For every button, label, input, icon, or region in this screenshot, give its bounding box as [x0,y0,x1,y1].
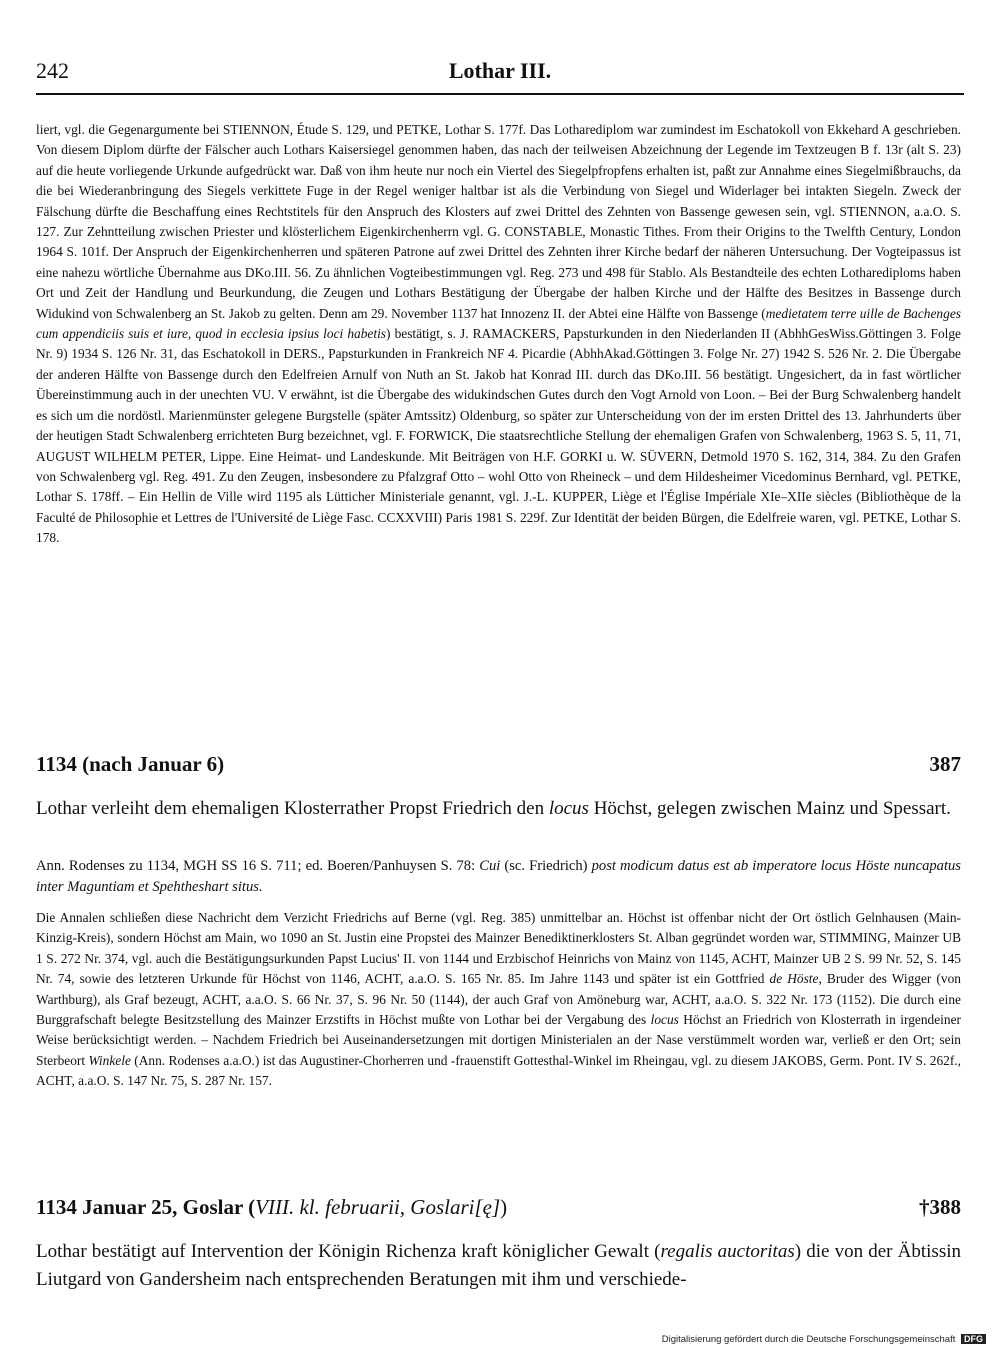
entry-387-sources: Ann. Rodenses zu 1134, MGH SS 16 S. 711; ed. Boeren/Panhuysen S. 78: Cui (sc. Friedrich) post modicum datus est ab imperatore locus Höste nuncapatus inter Maguntiam et Spehtheshart situs. [36,858,961,895]
latin-quote: medietatem terre uille de Bachenges cum appendiciis suis et iure, quod in ecclesia ipsius loci habetis [36,305,961,342]
entry-388-date: 1134 Januar 25, Goslar (VIII. kl. februarii, Goslari[ę]) [36,1195,508,1219]
entry-387-number: 387 [929,752,961,776]
entry-387-commentary: Die Annalen schließen diese Nachricht dem Verzicht Friedrichs auf Berne (vgl. Reg. 385) unmittelbar an. Höchst ist offenbar nicht der Ort östlich Gelnhausen (Main-Kinzig-Kreis), sondern Höchst am Main, wo 1090 an St. Justin eine Propstei des Mainzer Benediktinerklosters St. Alban gegründet worden war, STIMMING, Mainzer UB 1 S. 272 Nr. 374, vgl. auch die Bestätigungsurkunden Papst Lucius' II. von 1144 und Erzbischof Heinrichs von Mainz von 1145, ACHT, Mainzer UB 2 S. 99 Nr. 52, S. 145 Nr. 74, sowie des letzteren Urkunde für Höchst von 1146, ACHT, a.a.O. S. 165 Nr. 85. Im Jahre 1143 und später ist ein Gottfried de Höste, Bruder des Wigger (von Warthburg), als Graf bezeugt, ACHT, a.a.O. S. 66 Nr. 37, S. 96 Nr. 50 (1144), der auch Graf von Amöneburg war, ACHT, a.a.O. S. 322 Nr. 173 (1152). Die durch eine Burggrafschaft belegte Besitzstellung des Mainzer Erzstifts in Höchst mußte von Lothar bei der Vergabung des locus Höchst an Friedrich von Klosterrath in irgendeiner Weise berücksichtigt werden. – Nachdem Friedrich bei Auseinandersetzungen mit dortigen Ministerialen an der Nase verstümmelt worden war, verließ er den Ort; sein Sterbeort Winkele (Ann. Rodenses a.a.O.) ist das Augustiner-Chorherren und -frauenstift Gottesthal-Winkel im Rheingau, vgl. zu diesem JAKOBS, Germ. Pont. IV S. 262f., ACHT, a.a.O. S. 147 Nr. 75, S. 287 Nr. 157. [36,910,962,1089]
header-rule [36,93,964,95]
entry-388-regest: Lothar bestätigt auf Intervention der Königin Richenza kraft königlicher Gewalt (regalis auctoritas) die von der Äbtissin Liutgard von Gandersheim nach entsprechenden Beratungen mit ihm und verschiede- [36,1241,961,1290]
footer-text: Digitalisierung gefördert durch die Deutsche Forschungsgemeinschaft [661,1334,956,1345]
entry-387-date: 1134 (nach Januar 6) [36,752,225,776]
entry-387-regest: Lothar verleiht dem ehemaligen Klosterrather Propst Friedrich den locus Höchst, gelegen zwischen Mainz und Spessart. [36,798,951,819]
page-header [36,58,964,92]
entry-387-heading [36,752,961,782]
continuation-commentary: liert, vgl. die Gegenargumente bei STIENNON, Étude S. 129, und PETKE, Lothar S. 177f. Das Lotharediplom war zumindest im Eschatokoll von Ekkehard A geschrieben. Von diesem Diplom dürfte der Fälscher auch Lothars Kaisersiegel genommen haben, das nach der teilweisen Abzeichnung der Legende im Textzeugen B f. 13r (alt S. 23) auf die heute vorliegende Urkunde aufgedrückt war. Daß von ihm heute nur noch ein Viertel des Siegelpfropfens erhalten ist, paßt zur Annahme eines Siegelmißbrauchs, da die bei Wiederanbringung des Siegels verkittete Fuge in der Regel weniger haltbar ist als die Verbindung von Siegel und Widerlager bei intakten Siegeln. Zweck der Fälschung dürfte die Beschaffung eines Rechtstitels für den Anspruch des Klosters auf zwei Drittel des Zehnten von Bassenge gewesen sein, vgl. STIENNON, a.a.O. S. 127. Zur Zehntteilung zwischen Priester und klösterlichem Eigenkirchenherrn vgl. G. CONSTABLE, Monastic Tithes. From their Origins to the Twelfth Century, London 1964 S. 101f. Der Anspruch der Eigenkirchenherren und späteren Patrone auf zwei Drittel des Zehnten ihrer Kirche bedarf der näheren Untersuchung. Der Vogteipassus ist eine nahezu wörtliche Übernahme aus DKo.III. 56. Zu ähnlichen Vogteibestimmungen vgl. Reg. 273 und 498 für Stablo. Als Bestandteile des echten Lotharediploms haben Ort und Zeit der Handlung und Beurkundung, die Zeugen und Lothars Bestätigung der Übergabe der halben Kirche und der Hälfte des Besitzes in Bassenge durch Widukind von Schwalenberg an St. Jakob zu gelten. Denn am 29. November 1137 hat Innozenz II. der Abtei eine Hälfte von Bassenge (medietatem terre uille de Bachenges cum appendiciis suis et iure, quod in ecclesia ipsius loci habetis) bestätigt, s. J. RAMACKERS, Papsturkunden in den Niederlanden II (AbhhGesWiss.Göttingen 3. Folge Nr. 9) 1934 S. 126 Nr. 31, das Eschatokoll in DERS., Papsturkunden in Frankreich NF 4. Picardie (AbhhAkad.Göttingen 3. Folge Nr. 27) 1942 S. 526 Nr. 2. Die Übergabe der anderen Hälfte von Bassenge durch den Edelfreien Arnulf von Nuth an St. Jakob hat Konrad III. durch das DKo.III. 56 bestätigt. Ungesichert, da in fast wörtlicher Übereinstimmung auch in der unechten VU. V erwähnt, ist die Übergabe des widukindschen Gutes durch den Vogt Arnold von Loon. – Bei der Burg Schwalenberg handelt es sich um die nordöstl. Marienmünster gelegene Burgstelle (später Amtssitz) Oldenburg, so später zur Unterscheidung von der im ersten Drittel des 13. Jahrhunderts über der heutigen Stadt Schwalenberg errichteten Burg bezeichnet, vgl. F. FORWICK, Die staatsrechtliche Stellung der ehemaligen Grafen von Schwalenberg, 1963 S. 5, 11, 71, AUGUST WILHELM PETER, Lippe. Eine Heimat- und Landeskunde. Mit Beiträgen von H.F. GORKI u. W. SÜVERN, Detmold 1970 S. 162, 314, 384. Zu den Grafen von Schwalenberg vgl. Reg. 491. Zu den Zeugen, insbesondere zu Pfalzgraf Otto – wohl Otto von Rheineck – und dem Hildesheimer Vicedominus Bernhard, vgl. PETKE, Lothar S. 178ff. – Ein Hellin de Ville wird 1195 als Lütticher Ministeriale genannt, vgl. J.-L. KUPPER, Liège et l'Église Impériale XIe–XIIe siècles (Bibliothèque de la Faculté de Philosophie et Lettres de l'Université de Liège Fasc. CCXXVIII) Paris 1981 S. 229f. Zur Identität der beiden Bürgen, die Edelfreie waren, vgl. PETKE, Lothar S. 178. [36,122,961,546]
running-title: Lothar III. [448,58,552,83]
digitization-footer [662,1334,986,1345]
entry-388-number: †388 [919,1195,961,1219]
entry-388-heading [36,1195,961,1225]
page-number: 242 [36,58,69,83]
dfg-logo: DFG [961,1334,986,1344]
